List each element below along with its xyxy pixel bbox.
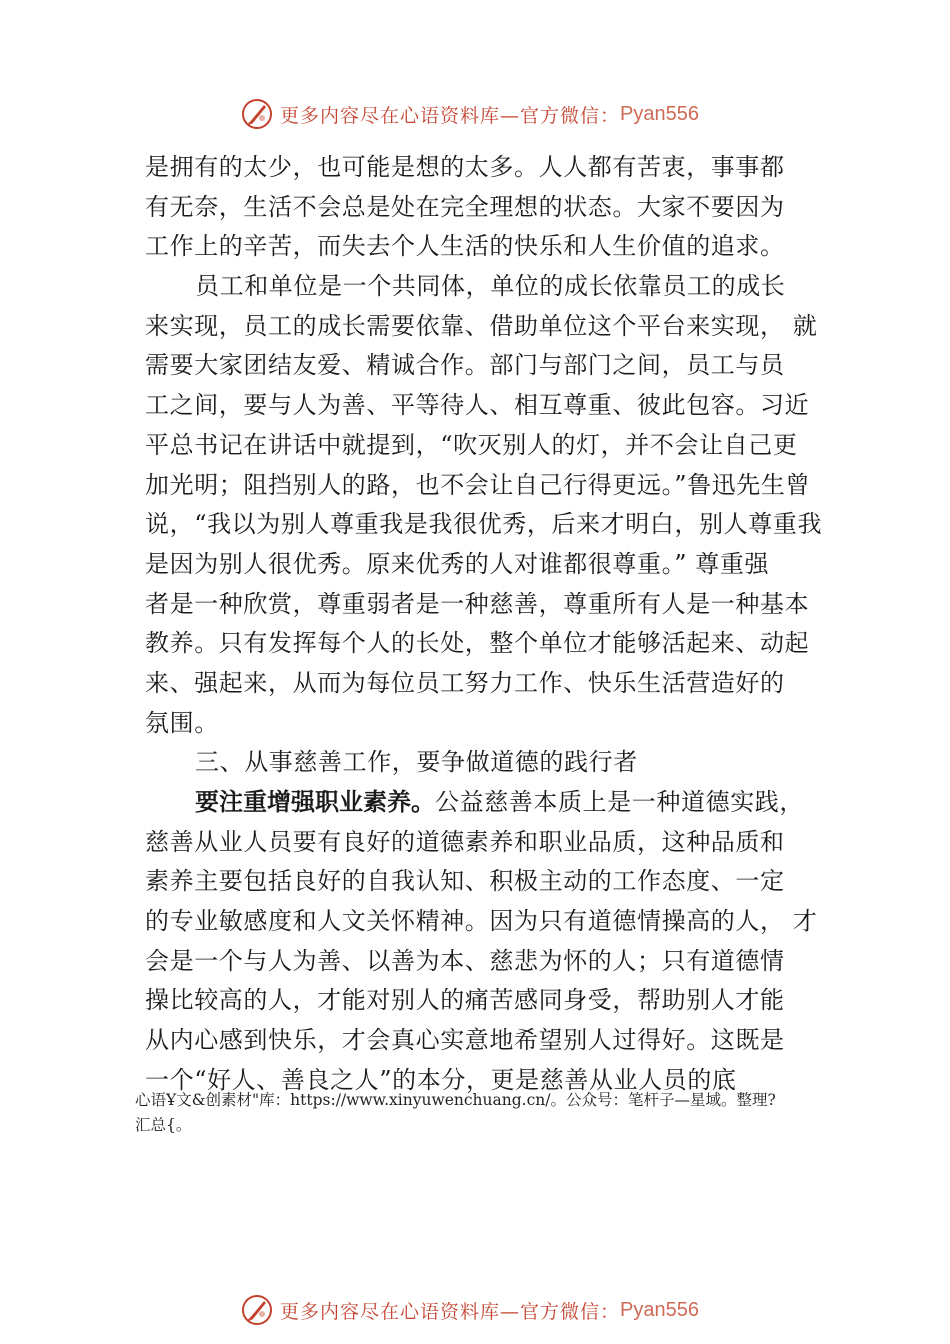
banner-text: 更多内容尽在心语资料库—官方微信：	[280, 104, 621, 127]
text-line: 从内心感到快乐，才会真心实意地希望别人过得好。这既是	[145, 1026, 785, 1055]
text-line: 慈善从业人员要有良好的道德素养和职业品质，这种品质和	[145, 827, 785, 856]
text-line: 工之间，要与人为善、平等待人、相互尊重、彼此包容。习近	[145, 391, 810, 420]
text-line: 者是一种欣赏，尊重弱者是一种慈善，尊重所有人是一种基本	[145, 589, 810, 618]
text-line: 员工和单位是一个共同体，单位的成长依靠员工的成长	[195, 272, 786, 301]
text-line: 加光明；阻挡别人的路，也不会让自己行得更远。”鲁迅先生曾	[145, 470, 811, 499]
source-note-line: 汇总{。	[135, 1116, 192, 1134]
text-line: 素养主要包括良好的自我认知、积极主动的工作态度、一定	[145, 867, 785, 896]
header-banner-bottom	[240, 1292, 740, 1328]
section-heading: 三、从事慈善工作，要争做道德的践行者	[195, 748, 638, 777]
text-line: 是因为别人很优秀。原来优秀的人对谁都很尊重。” 尊重强	[145, 549, 770, 578]
text-line: 的专业敏感度和人文关怀精神。因为只有道德情操高的人， 才	[145, 907, 818, 936]
text-line: 来、强起来，从而为每位员工努力工作、快乐生活营造好的	[145, 668, 785, 697]
wechat-handle: Pyan556	[620, 1298, 699, 1321]
quill-logo-icon	[240, 97, 274, 131]
text-line: 氛围。	[145, 708, 219, 737]
text-line: 来实现，员工的成长需要依靠、借助单位这个平台来实现， 就	[145, 311, 818, 340]
text-line: 是拥有的太少，也可能是想的太多。人人都有苦衷，事事都	[145, 153, 785, 181]
text-line: 有无奈，生活不会总是处在完全理想的状态。大家不要因为	[145, 192, 785, 221]
text-line-bold-lead	[145, 783, 825, 823]
text-line: 说，“我以为别人尊重我是我很优秀，后来才明白，别人尊重我	[145, 510, 823, 539]
header-banner-top	[240, 96, 740, 132]
source-note	[135, 1088, 845, 1138]
bold-lead-phrase: 要注重增强职业素养。	[195, 788, 435, 816]
text-line: 会是一个与人为善、以善为本、慈悲为怀的人；只有道德情	[145, 946, 785, 975]
text-line: 教养。只有发挥每个人的长处，整个单位才能够活起来、动起	[145, 629, 810, 658]
text-line: 平总书记在讲话中就提到，“吹灭别人的灯，并不会让自己更	[145, 430, 798, 459]
text-line: 需要大家团结友爱、精诚合作。部门与部门之间，员工与员	[145, 351, 785, 380]
text-line: 一个“好人、善良之人”的本分，更是慈善从业人员的底	[145, 1065, 737, 1094]
text-line: 操比较高的人，才能对别人的痛苦感同身受，帮助别人才能	[145, 986, 785, 1015]
source-note-line: 心语Ұ文&创素材"库：https://www.xinyuwenchuang.cn/。公众号：笔杆子—星域。整理?	[135, 1091, 776, 1109]
bold-lead-rest: 公益慈善本质上是一种道德实践，	[435, 788, 804, 816]
text-line: 工作上的辛苦，而失去个人生活的快乐和人生价值的追求。	[145, 232, 785, 261]
wechat-handle: Pyan556	[620, 102, 699, 125]
document-body	[145, 148, 825, 1101]
banner-text: 更多内容尽在心语资料库—官方微信：	[280, 1300, 621, 1323]
quill-logo-icon	[240, 1293, 274, 1327]
